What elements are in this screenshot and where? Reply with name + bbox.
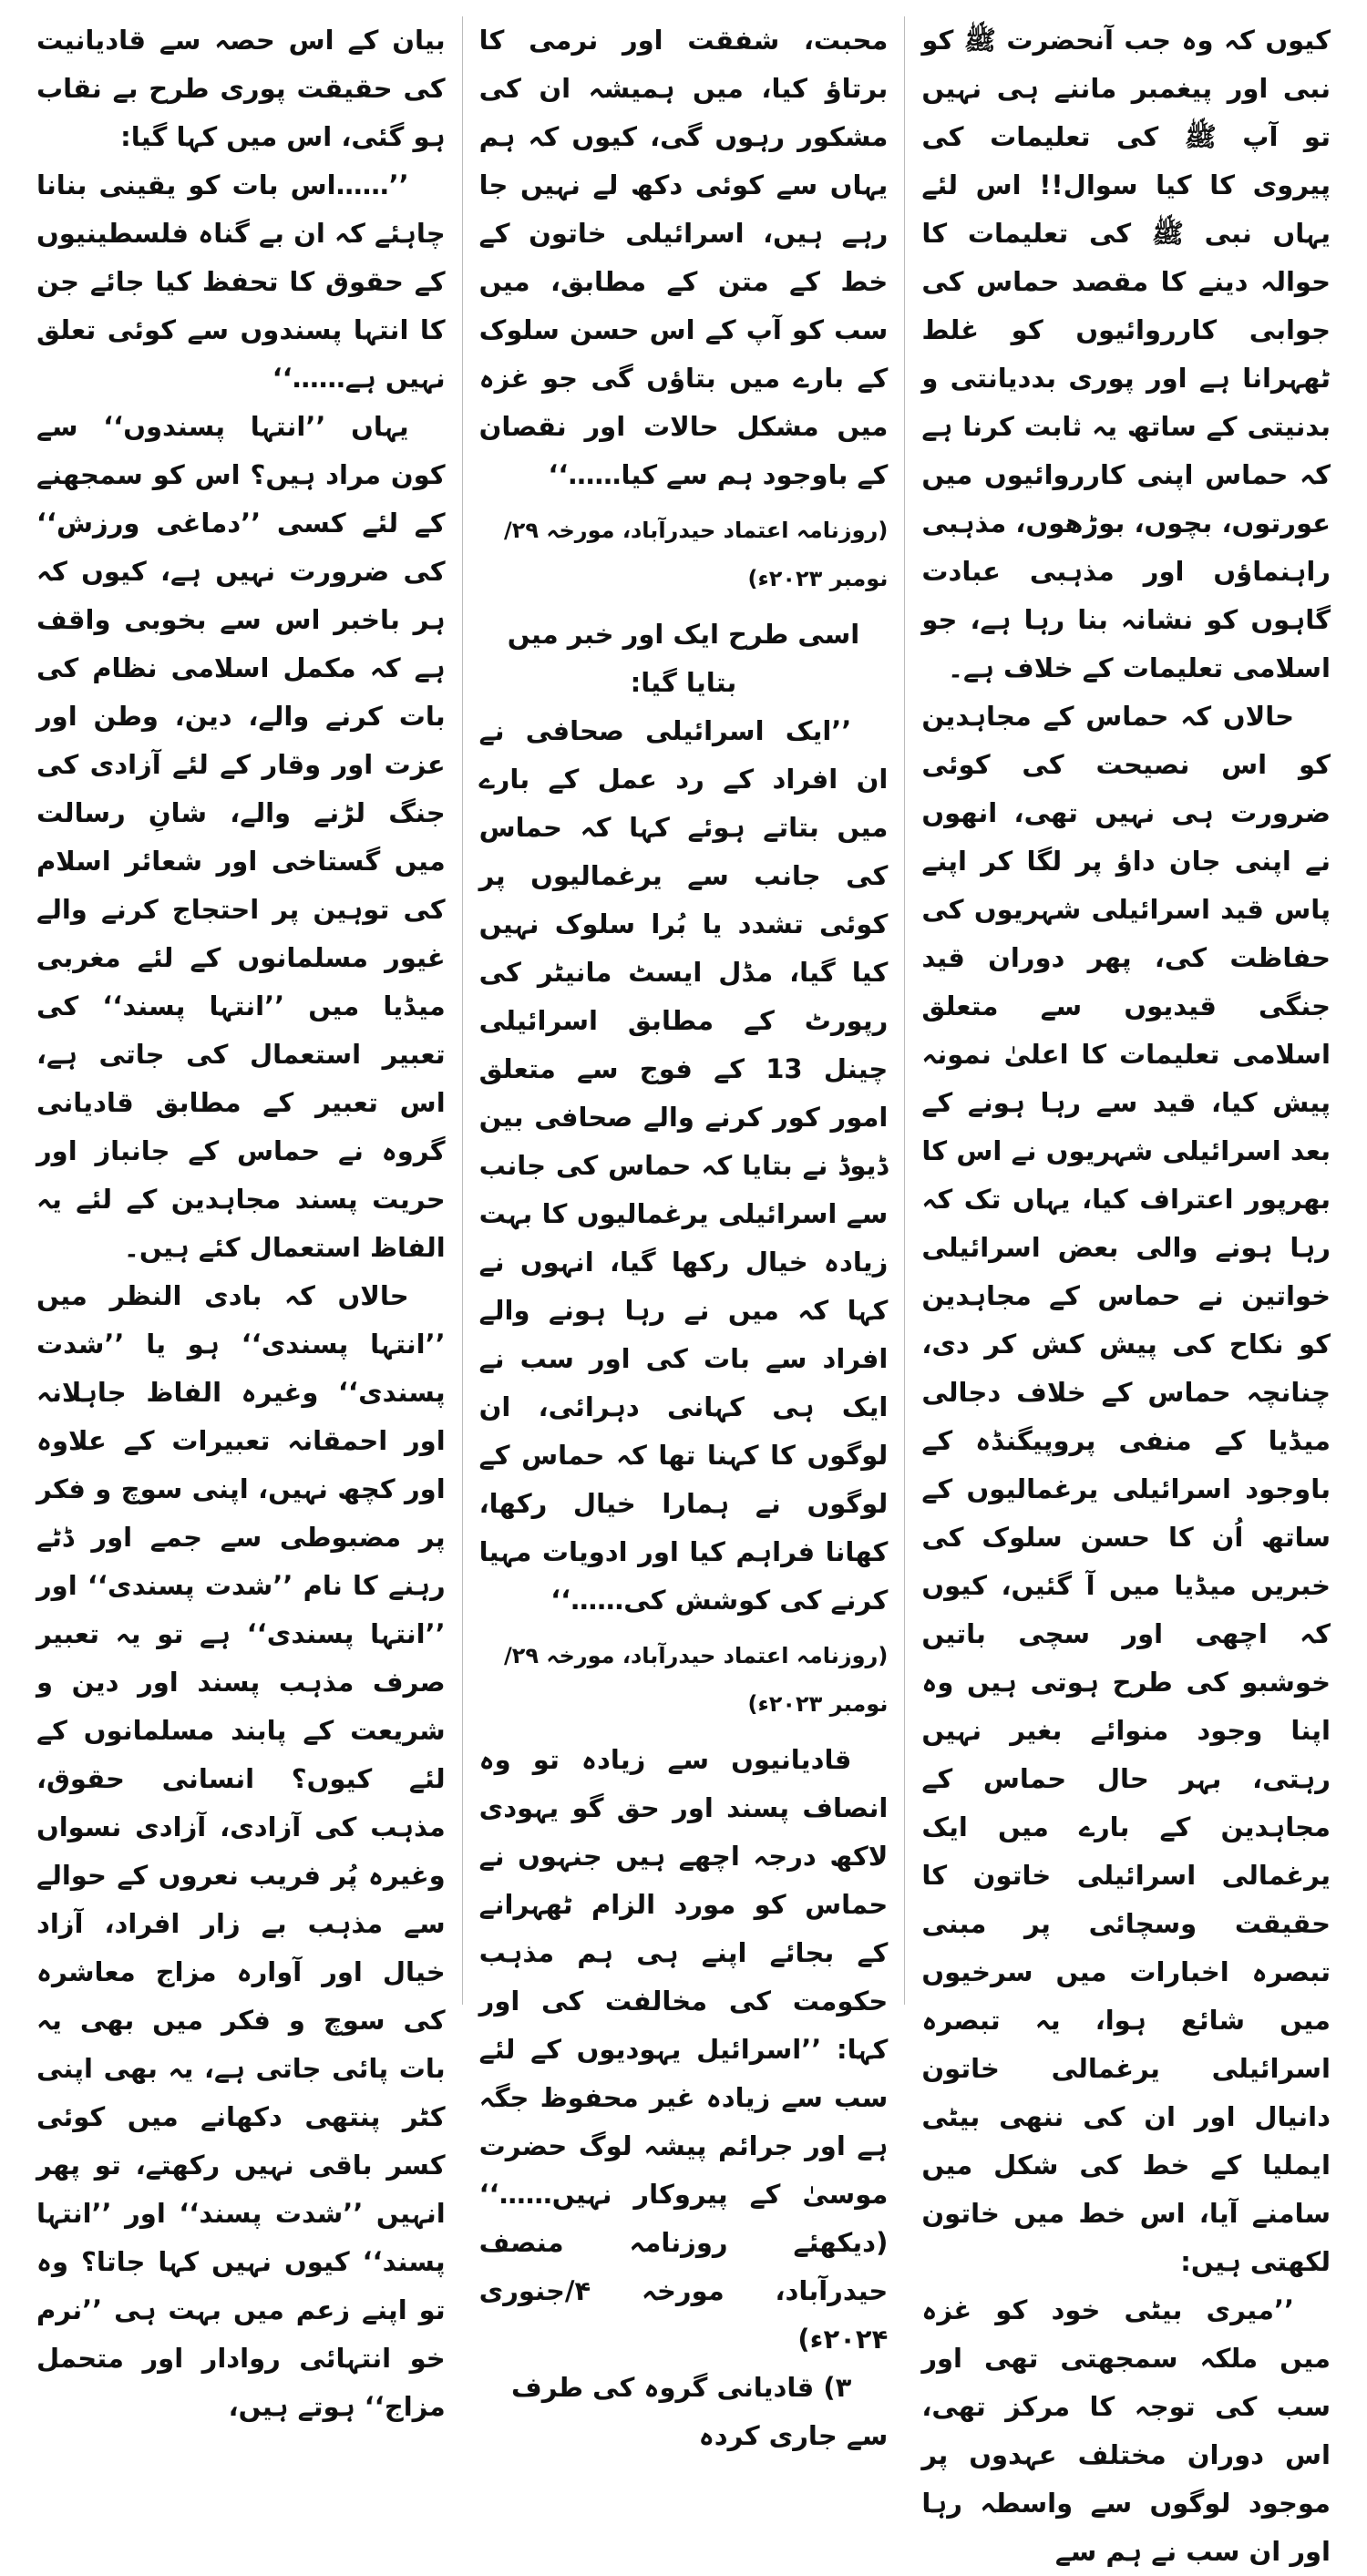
quote-paragraph: ’’ایک اسرائیلی صحافی نے ان افراد کے رد عمل کے بارے میں بتاتے ہوئے کہا کہ حماس کی جانب سے یرغمالیوں پر کوئی تشدد یا بُرا سلوک نہیں کیا گیا، مڈل ایسٹ مانیٹر کی رپورٹ کے مطابق اسرائیلی چینل 13 کے فوج سے متعلق امور کور کرنے والے صحافی بین ڈیوڈ نے بتایا کہ حماس کی جانب سے اسرائیلی یرغمالیوں کا بہت زیادہ خیال رکھا گیا، انہوں نے کہا کہ میں نے رہا ہونے والے افراد سے بات کی اور سب نے ایک ہی کہانی دہرائی، ان لوگوں کا کہنا تھا کہ حماس کے لوگوں نے ہمارا خیال رکھا، کھانا فراہم کیا اور ادویات مہیا کرنے کی کوشش کی……‘‘	[478, 715, 889, 1616]
source-citation: (روزنامہ اعتماد حیدرآباد، مورخہ ۲۹/نومبر ۲۰۲۳ء)	[504, 518, 889, 591]
paragraph: بیان کے اس حصہ سے قادیانیت کی حقیقت پوری طرح بے نقاب ہو گئی، اس میں کہا گیا:	[36, 25, 446, 152]
paragraph: حالاں کہ بادی النظر میں ’’انتہا پسندی‘‘ ہو یا ’’شدت پسندی‘‘ وغیرہ الفاظ جاہلانہ اور احمقانہ تعبیرات کے علاوہ اور کچھ نہیں، اپنی سوچ و فکر پر مضبوطی سے جمے اور ڈٹے رہنے کا نام ’’شدت پسندی‘‘ اور ’’انتہا پسندی‘‘ ہے تو یہ تعبیر صرف مذہب پسند اور دین و شریعت کے پابند مسلمانوں کے لئے کیوں؟ انسانی حقوق، مذہب کی آزادی، آزادی نسواں وغیرہ پُر فریب نعروں کے حوالے سے مذہب بے زار افراد، آزاد خیال اور آوارہ مزاج معاشرہ کی سوچ و فکر میں بھی یہ بات پائی جاتی ہے، یہ بھی اپنی کٹر پنتھی دکھانے میں کوئی کسر باقی نہیں رکھتے، تو پھر انہیں ’’شدت پسند‘‘ اور ’’انتہا پسند‘‘ کیوں نہیں کہا جاتا؟ وہ تو اپنے زعم میں بہت ہی ’’نرم خو انتہائی روادار اور متحمل مزاج‘‘ ہوتے ہیں،	[36, 1280, 446, 2422]
quote-paragraph: محبت، شفقت اور نرمی کا برتاؤ کیا، میں ہمیشہ ان کی مشکور رہوں گی، کیوں کہ ہم یہاں سے کوئی دکھ لے نہیں جا رہے ہیں، اسرائیلی خاتون کے خط کے متن کے مطابق، میں سب کو آپ کے اس حسن سلوک کے بارے میں بتاؤں گی جو غزہ میں مشکل حالات اور نقصان کے باوجود ہم سے کیا……‘‘	[478, 25, 889, 490]
paragraph: حالاں کہ حماس کے مجاہدین کو اس نصیحت کی کوئی ضرورت ہی نہیں تھی، انھوں نے اپنی جان داؤ پر لگا کر اپنے پاس قید اسرائیلی شہریوں کی حفاظت کی، پھر دوران قید جنگی قیدیوں سے متعلق اسلامی تعلیمات کا اعلیٰ نمونہ پیش کیا، قید سے رہا ہونے کے بعد اسرائیلی شہریوں نے اس کا بھرپور اعتراف کیا، یہاں تک کہ رہا ہونے والی بعض اسرائیلی خواتین نے حماس کے مجاہدین کو نکاح کی پیش کش کر دی، چنانچہ حماس کے خلاف دجالی میڈیا کے منفی پروپیگنڈہ کے باوجود اسرائیلی یرغمالیوں کے ساتھ اُن کا حسن سلوک کی خبریں میڈیا میں آ گئیں، کیوں کہ اچھی اور سچی باتیں خوشبو کی طرح ہوتی ہیں وہ اپنا وجود منوائے بغیر نہیں رہتی، بہر حال حماس کے مجاہدین کے بارے میں ایک یرغمالی اسرائیلی خاتون کا حقیقت وسچائی پر مبنی تبصرہ اخبارات میں سرخیوں میں شائع ہوا، یہ تبصرہ اسرائیلی یرغمالی خاتون دانیال اور ان کی ننھی بیٹی ایملیا کے خط کی شکل میں سامنے آیا، اس خط میں خاتون لکھتی ہیں:	[921, 701, 1331, 2277]
paragraph: اسی طرح ایک اور خبر میں بتایا گیا:	[507, 619, 860, 698]
source-citation: (روزنامہ اعتماد حیدرآباد، مورخہ ۲۹/نومبر ۲۰۲۳ء)	[504, 1643, 889, 1717]
paragraph: یہاں ’’انتہا پسندوں‘‘ سے کون مراد ہیں؟ اس کو سمجھنے کے لئے کسی ’’دماغی ورزش‘‘ کی ضرورت نہیں ہے، کیوں کہ ہر باخبر اس سے بخوبی واقف ہے کہ مکمل اسلامی نظام کی بات کرنے والے، دین، وطن اور عزت اور وقار کے لئے آزادی کی جنگ لڑنے والے، شانِ رسالت میں گستاخی اور شعائر اسلام کی توہین پر احتجاج کرنے والے غیور مسلمانوں کے لئے مغربی میڈیا میں ’’انتہا پسند‘‘ کی تعبیر استعمال کی جاتی ہے، اس تعبیر کے مطابق قادیانی گروہ نے حماس کے جانباز اور حریت پسند مجاہدین کے لئے یہ الفاظ استعمال کئے ہیں۔	[36, 411, 446, 1263]
quote-paragraph: ’’میری بیٹی خود کو غزہ میں ملکہ سمجھتی تھی اور سب کی توجہ کا مرکز تھی، اس دوران مختلف عہدوں پر موجود لوگوں سے واسطہ رہا اور ان سب نے ہم سے	[921, 2294, 1331, 2567]
paragraph: ۳) قادیانی گروہ کی طرف سے جاری کردہ	[511, 2372, 889, 2451]
column-middle	[463, 16, 906, 2451]
paragraph: کیوں کہ وہ جب آنحضرت ﷺ کو نبی اور پیغمبر ماننے ہی نہیں تو آپ ﷺ کی تعلیمات کی پیروی کا کیا سوال!! اس لئے یہاں نبی ﷺ کی تعلیمات کا حوالہ دینے کا مقصد حماس کی جوابی کارروائیوں کو غلط ٹھہرانا ہے اور پوری بددیانتی و بدنیتی کے ساتھ یہ ثابت کرنا ہے کہ حماس اپنی کارروائیوں میں عورتوں، بچوں، بوڑھوں، مذہبی راہنماؤں اور مذہبی عبادت گاہوں کو نشانہ بنا رہا ہے، جو اسلامی تعلیمات کے خلاف ہے۔	[921, 25, 1331, 683]
paragraph: قادیانیوں سے زیادہ تو وہ انصاف پسند اور حق گو یہودی لاکھ درجہ اچھے ہیں جنہوں نے حماس کو مورد الزام ٹھہرانے کے بجائے اپنے ہی ہم مذہب حکومت کی مخالفت کی اور کہا: ’’اسرائیل یہودیوں کے لئے سب سے زیادہ غیر محفوظ جگہ ہے اور جرائم پیشہ لوگ حضرت موسیٰ کے پیروکار نہیں……‘‘ (دیکھئے روزنامہ منصف حیدرآباد، مورخہ ۴/جنوری ۲۰۲۴ء)	[478, 1744, 889, 2355]
column-left	[20, 16, 463, 2422]
column-right	[905, 16, 1347, 2567]
quote-paragraph: ’’……اس بات کو یقینی بنانا چاہئے کہ ان بے گناہ فلسطینیوں کے حقوق کا تحفظ کیا جائے جن کا انتہا پسندوں سے کوئی تعلق نہیں ہے……‘‘	[36, 169, 446, 394]
